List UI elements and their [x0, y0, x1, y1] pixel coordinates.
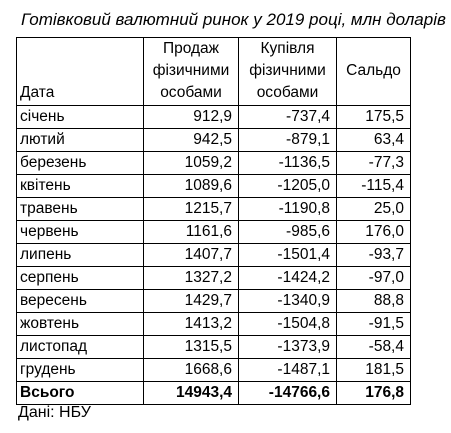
- cell-month: жовтень: [17, 313, 144, 336]
- cell-purchases: -1504,8: [239, 313, 337, 336]
- cell-sales: 1059,2: [144, 152, 239, 175]
- cell-balance: -97,0: [337, 267, 411, 290]
- table-header-row: [17, 38, 411, 106]
- cell-purchases: -1487,1: [239, 359, 337, 382]
- cell-balance: -115,4: [337, 175, 411, 198]
- cell-balance: 88,8: [337, 290, 411, 313]
- table-row: [17, 267, 411, 290]
- cell-month: листопад: [17, 336, 144, 359]
- cell-balance: -77,3: [337, 152, 411, 175]
- total-label: Всього: [17, 382, 144, 405]
- cell-sales: 942,5: [144, 129, 239, 152]
- cell-sales: 1668,6: [144, 359, 239, 382]
- total-purchases: -14766,6: [239, 382, 337, 405]
- cell-purchases: -1424,2: [239, 267, 337, 290]
- total-sales: 14943,4: [144, 382, 239, 405]
- cell-month: травень: [17, 198, 144, 221]
- table-row: [17, 313, 411, 336]
- header-date-label: Дата: [20, 84, 55, 101]
- cell-month: вересень: [17, 290, 144, 313]
- table-total-row: [17, 382, 411, 405]
- header-sales-line-2: фізичними: [152, 62, 230, 79]
- cell-month: липень: [17, 244, 144, 267]
- table-row: [17, 244, 411, 267]
- cell-purchases: -1136,5: [239, 152, 337, 175]
- cell-balance: -91,5: [337, 313, 411, 336]
- table-row: [17, 152, 411, 175]
- cell-sales: 1215,7: [144, 198, 239, 221]
- cell-month: серпень: [17, 267, 144, 290]
- cell-month: червень: [17, 221, 144, 244]
- cell-purchases: -1501,4: [239, 244, 337, 267]
- currency-market-table: [16, 37, 411, 405]
- header-purchases-line-3: особами: [256, 84, 319, 101]
- table-row: [17, 129, 411, 152]
- cell-sales: 1161,6: [144, 221, 239, 244]
- cell-sales: 1429,7: [144, 290, 239, 313]
- cell-balance: -93,7: [337, 244, 411, 267]
- header-balance-label: Сальдо: [346, 62, 401, 79]
- header-purchases-line-2: фізичними: [249, 62, 326, 79]
- cell-purchases: -985,6: [239, 221, 337, 244]
- cell-sales: 1089,6: [144, 175, 239, 198]
- table-row: [17, 336, 411, 359]
- cell-sales: 912,9: [144, 106, 239, 129]
- header-balance: [337, 38, 411, 106]
- cell-sales: 1413,2: [144, 313, 239, 336]
- table-row: [17, 175, 411, 198]
- cell-sales: 1327,2: [144, 267, 239, 290]
- table-row: [17, 221, 411, 244]
- cell-purchases: -737,4: [239, 106, 337, 129]
- header-sales-line-3: особами: [160, 84, 222, 101]
- header-purchases: [239, 38, 337, 106]
- cell-balance: 63,4: [337, 129, 411, 152]
- cell-month: березень: [17, 152, 144, 175]
- cell-month: лютий: [17, 129, 144, 152]
- table-row: [17, 198, 411, 221]
- cell-purchases: -1205,0: [239, 175, 337, 198]
- header-sales: [144, 38, 239, 106]
- cell-purchases: -1373,9: [239, 336, 337, 359]
- cell-balance: 25,0: [337, 198, 411, 221]
- cell-sales: 1315,5: [144, 336, 239, 359]
- header-date: [17, 38, 144, 106]
- cell-purchases: -1340,9: [239, 290, 337, 313]
- cell-month: квітень: [17, 175, 144, 198]
- cell-month: січень: [17, 106, 144, 129]
- table-row: [17, 106, 411, 129]
- header-sales-line-1: Продаж: [162, 40, 220, 57]
- cell-balance: 181,5: [337, 359, 411, 382]
- total-balance: 176,8: [337, 382, 411, 405]
- cell-balance: 175,5: [337, 106, 411, 129]
- cell-purchases: -1190,8: [239, 198, 337, 221]
- cell-sales: 1407,7: [144, 244, 239, 267]
- cell-month: грудень: [17, 359, 144, 382]
- cell-balance: 176,0: [337, 221, 411, 244]
- table-title: Готівковий валютний ринок у 2019 році, млн доларів: [21, 10, 446, 29]
- header-purchases-line-1: Купівля: [260, 40, 315, 57]
- table-row: [17, 290, 411, 313]
- cell-purchases: -879,1: [239, 129, 337, 152]
- table-row: [17, 359, 411, 382]
- source-note: Дані: НБУ: [18, 404, 91, 421]
- cell-balance: -58,4: [337, 336, 411, 359]
